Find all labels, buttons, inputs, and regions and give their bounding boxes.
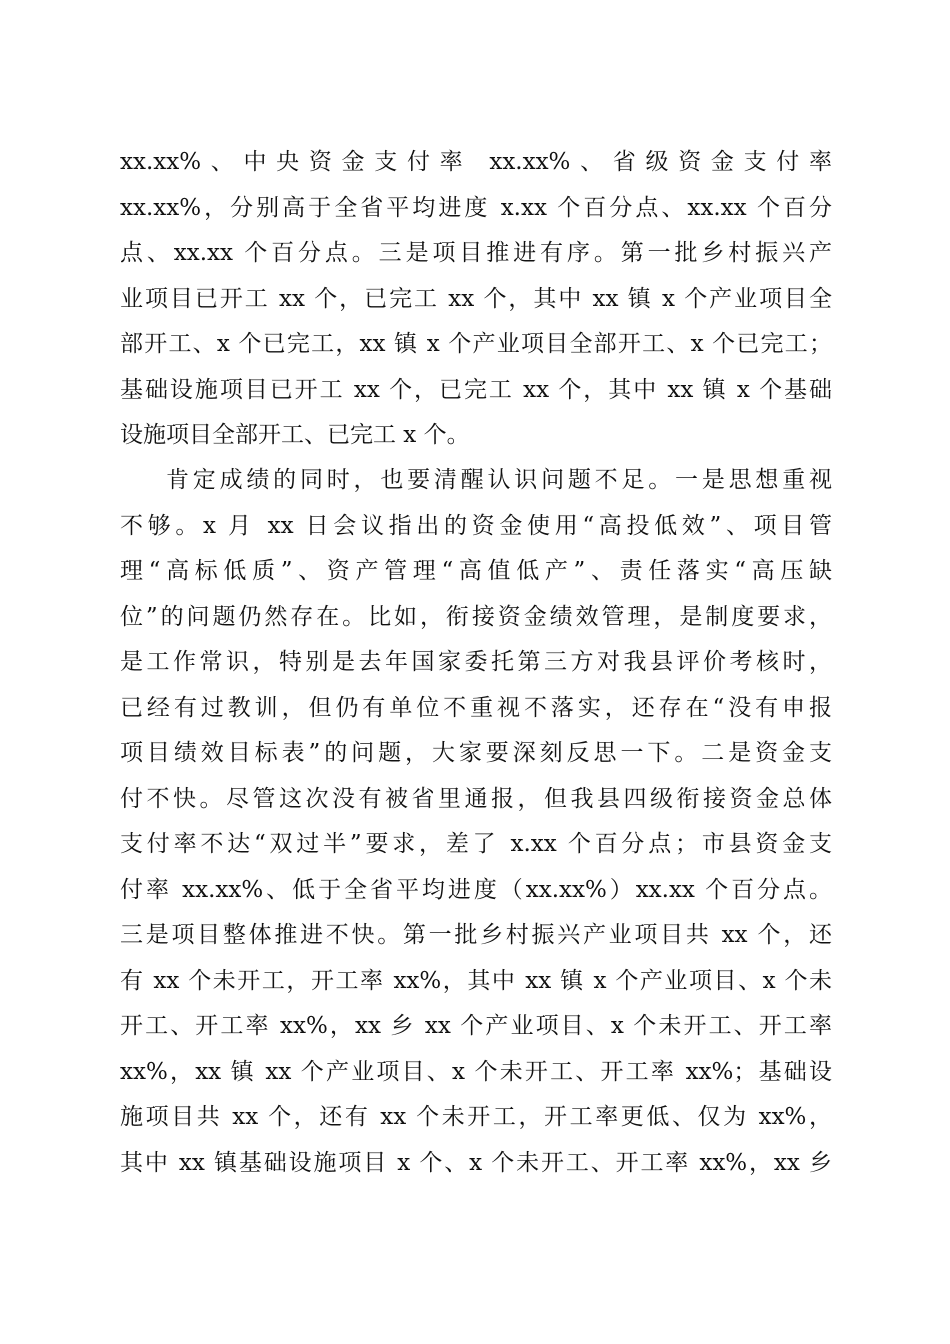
paragraph-line: 位”的问题仍然存在。比如，衔接资金绩效管理，是制度要求， [120, 603, 832, 630]
paragraph-line: xx.xx%、中央资金支付率 xx.xx%、省级资金支付率 [120, 149, 832, 175]
paragraph-line: 业项目已开工 xx 个，已完工 xx 个，其中 xx 镇 x 个产业项目全 [120, 285, 832, 312]
paragraph-line: 支付率不达“双过半”要求，差了 x.xx 个百分点；市县资金支 [120, 831, 832, 857]
paragraph-line: 其中 xx 镇基础设施项目 x 个、x 个未开工、开工率 xx%，xx 乡 [120, 1149, 832, 1176]
paragraph-line: 理“高标低质”、资产管理“高值低产”、责任落实“高压缺 [120, 558, 832, 584]
paragraph-line: 是工作常识，特别是去年国家委托第三方对我县评价考核时， [120, 649, 832, 675]
paragraph-line: 点、xx.xx 个百分点。三是项目推进有序。第一批乡村振兴产 [120, 240, 832, 266]
paragraph-line: 肯定成绩的同时，也要清醒认识问题不足。一是思想重视 [166, 467, 832, 493]
paragraph-line: 三是项目整体推进不快。第一批乡村振兴产业项目共 xx 个，还 [120, 922, 832, 948]
paragraph-line: xx.xx%，分别高于全省平均进度 x.xx 个百分点、xx.xx 个百分 [120, 194, 832, 221]
paragraph-line: 不够。x 月 xx 日会议指出的资金使用“高投低效”、项目管 [120, 512, 832, 539]
paragraph-line: 已经有过教训，但仍有单位不重视不落实，还存在“没有申报 [120, 694, 832, 721]
paragraph-1 [120, 140, 832, 459]
paragraph-line: 有 xx 个未开工，开工率 xx%，其中 xx 镇 x 个产业项目、x 个未 [120, 967, 832, 994]
paragraph-line: 付不快。尽管这次没有被省里通报，但我县四级衔接资金总体 [120, 785, 832, 812]
paragraph-line: 设施项目全部开工、已完工 x 个。 [120, 422, 470, 448]
paragraph-line: 项目绩效目标表”的问题，大家要深刻反思一下。二是资金支 [120, 740, 832, 766]
paragraph-line: 付率 xx.xx%、低于全省平均进度（xx.xx%）xx.xx 个百分点。 [120, 876, 832, 903]
paragraph-line: xx%，xx 镇 xx 个产业项目、x 个未开工、开工率 xx%；基础设 [120, 1058, 832, 1085]
paragraph-line: 部开工、x 个已完工，xx 镇 x 个产业项目全部开工、x 个已完工； [120, 331, 832, 357]
paragraph-line: 基础设施项目已开工 xx 个，已完工 xx 个，其中 xx 镇 x 个基础 [120, 376, 832, 403]
paragraph-line: 开工、开工率 xx%，xx 乡 xx 个产业项目、x 个未开工、开工率 [120, 1013, 832, 1039]
paragraph-2 [120, 458, 832, 1186]
paragraph-line: 施项目共 xx 个，还有 xx 个未开工，开工率更低、仅为 xx%， [120, 1104, 832, 1130]
